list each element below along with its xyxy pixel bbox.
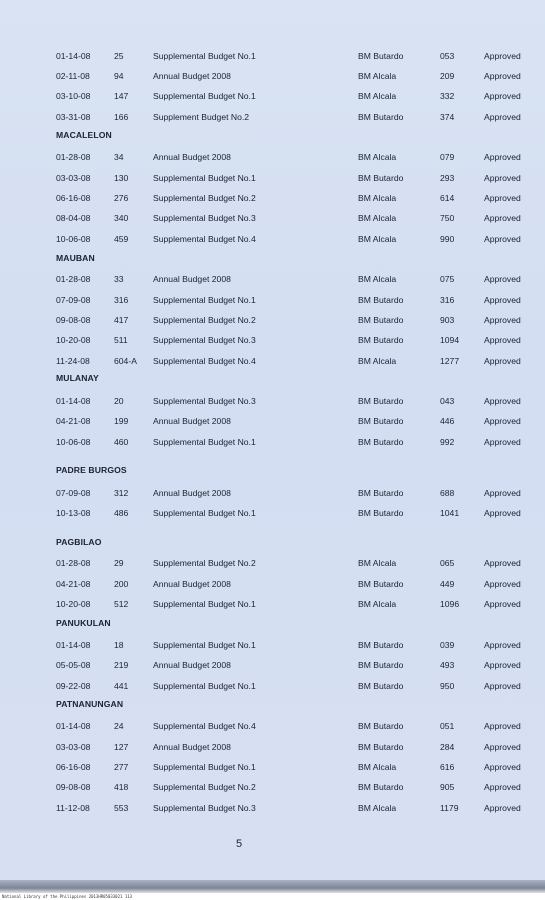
resolution-number-cell: 460 xyxy=(114,437,129,447)
page-number-cell: 053 xyxy=(440,51,455,61)
date-cell: 07-09-08 xyxy=(56,488,91,498)
title-cell: Supplemental Budget No.1 xyxy=(153,681,256,691)
sponsor-cell: BM Butardo xyxy=(358,660,404,670)
table-row xyxy=(0,110,545,124)
sponsor-cell: BM Alcala xyxy=(358,558,397,568)
resolution-number-cell: 276 xyxy=(114,193,129,203)
resolution-number-cell: 24 xyxy=(114,721,124,731)
sponsor-cell: BM Butardo xyxy=(358,437,404,447)
municipality-heading: MACALELON xyxy=(56,130,112,140)
date-cell: 10-06-08 xyxy=(56,437,91,447)
title-cell: Supplemental Budget No.4 xyxy=(153,234,256,244)
sponsor-cell: BM Butardo xyxy=(358,315,404,325)
resolution-number-cell: 417 xyxy=(114,315,129,325)
date-cell: 10-20-08 xyxy=(56,335,91,345)
sponsor-cell: BM Alcala xyxy=(358,599,397,609)
sponsor-cell: BM Butardo xyxy=(358,173,404,183)
status-cell: Approved xyxy=(484,396,521,406)
status-cell: Approved xyxy=(484,508,521,518)
table-row xyxy=(0,486,545,500)
status-cell: Approved xyxy=(484,112,521,122)
table-row xyxy=(0,293,545,307)
page-number-cell: 079 xyxy=(440,152,455,162)
page-number-cell: 614 xyxy=(440,193,455,203)
status-cell: Approved xyxy=(484,295,521,305)
sponsor-cell: BM Alcala xyxy=(358,71,397,81)
page-number-cell: 449 xyxy=(440,579,455,589)
date-cell: 09-08-08 xyxy=(56,782,91,792)
table-row xyxy=(0,780,545,794)
sponsor-cell: BM Alcala xyxy=(358,234,397,244)
status-cell: Approved xyxy=(484,640,521,650)
page-number-cell: 903 xyxy=(440,315,455,325)
page-number-cell: 293 xyxy=(440,173,455,183)
date-cell: 09-22-08 xyxy=(56,681,91,691)
municipality-heading: MAUBAN xyxy=(56,253,95,263)
status-cell: Approved xyxy=(484,416,521,426)
page-number-cell: 1096 xyxy=(440,599,460,609)
table-row xyxy=(0,760,545,774)
sponsor-cell: BM Butardo xyxy=(358,335,404,345)
status-cell: Approved xyxy=(484,173,521,183)
table-row xyxy=(0,740,545,754)
date-cell: 10-20-08 xyxy=(56,599,91,609)
title-cell: Supplemental Budget No.1 xyxy=(153,508,256,518)
status-cell: Approved xyxy=(484,762,521,772)
sponsor-cell: BM Alcala xyxy=(358,152,397,162)
sponsor-cell: BM Alcala xyxy=(358,762,397,772)
sponsor-cell: BM Butardo xyxy=(358,742,404,752)
sponsor-cell: BM Alcala xyxy=(358,213,397,223)
status-cell: Approved xyxy=(484,356,521,366)
page-number-cell: 209 xyxy=(440,71,455,81)
table-row xyxy=(0,191,545,205)
title-cell: Supplemental Budget No.1 xyxy=(153,51,256,61)
page-number-cell: 039 xyxy=(440,640,455,650)
date-cell: 07-09-08 xyxy=(56,295,91,305)
date-cell: 06-16-08 xyxy=(56,762,91,772)
date-cell: 01-28-08 xyxy=(56,152,91,162)
sponsor-cell: BM Alcala xyxy=(358,91,397,101)
resolution-number-cell: 441 xyxy=(114,681,129,691)
table-row xyxy=(0,801,545,815)
date-cell: 05-05-08 xyxy=(56,660,91,670)
status-cell: Approved xyxy=(484,51,521,61)
table-row xyxy=(0,49,545,63)
title-cell: Supplemental Budget No.2 xyxy=(153,782,256,792)
sponsor-cell: BM Alcala xyxy=(358,803,397,813)
page-number-cell: 750 xyxy=(440,213,455,223)
table-row xyxy=(0,394,545,408)
page-number-cell: 075 xyxy=(440,274,455,284)
resolution-number-cell: 147 xyxy=(114,91,129,101)
sponsor-cell: BM Butardo xyxy=(358,640,404,650)
page-number-cell: 374 xyxy=(440,112,455,122)
page-number-cell: 905 xyxy=(440,782,455,792)
resolution-number-cell: 277 xyxy=(114,762,129,772)
table-row xyxy=(0,313,545,327)
status-cell: Approved xyxy=(484,681,521,691)
status-cell: Approved xyxy=(484,721,521,731)
table-row xyxy=(0,719,545,733)
resolution-number-cell: 200 xyxy=(114,579,129,589)
scan-footer-text: National Library of the Philippines 2013HR05033021 113 xyxy=(2,894,133,899)
resolution-number-cell: 459 xyxy=(114,234,129,244)
status-cell: Approved xyxy=(484,315,521,325)
resolution-number-cell: 316 xyxy=(114,295,129,305)
date-cell: 01-28-08 xyxy=(56,274,91,284)
date-cell: 03-03-08 xyxy=(56,742,91,752)
date-cell: 10-06-08 xyxy=(56,234,91,244)
date-cell: 04-21-08 xyxy=(56,579,91,589)
date-cell: 01-28-08 xyxy=(56,558,91,568)
table-row xyxy=(0,69,545,83)
sponsor-cell: BM Butardo xyxy=(358,721,404,731)
sponsor-cell: BM Butardo xyxy=(358,396,404,406)
sponsor-cell: BM Butardo xyxy=(358,112,404,122)
status-cell: Approved xyxy=(484,193,521,203)
table-row xyxy=(0,232,545,246)
page-number-cell: 1179 xyxy=(440,803,459,813)
sponsor-cell: BM Butardo xyxy=(358,508,404,518)
status-cell: Approved xyxy=(484,71,521,81)
title-cell: Annual Budget 2008 xyxy=(153,742,231,752)
status-cell: Approved xyxy=(484,742,521,752)
page-number-cell: 284 xyxy=(440,742,455,752)
date-cell: 03-03-08 xyxy=(56,173,91,183)
table-row xyxy=(0,435,545,449)
status-cell: Approved xyxy=(484,152,521,162)
date-cell: 01-14-08 xyxy=(56,640,91,650)
resolution-number-cell: 25 xyxy=(114,51,124,61)
resolution-number-cell: 166 xyxy=(114,112,129,122)
status-cell: Approved xyxy=(484,213,521,223)
resolution-number-cell: 18 xyxy=(114,640,124,650)
table-row xyxy=(0,211,545,225)
sponsor-cell: BM Butardo xyxy=(358,681,404,691)
table-row xyxy=(0,354,545,368)
title-cell: Supplemental Budget No.1 xyxy=(153,762,256,772)
municipality-heading: MULANAY xyxy=(56,373,99,383)
resolution-number-cell: 512 xyxy=(114,599,129,609)
title-cell: Annual Budget 2008 xyxy=(153,488,231,498)
title-cell: Annual Budget 2008 xyxy=(153,416,231,426)
date-cell: 04-21-08 xyxy=(56,416,91,426)
title-cell: Annual Budget 2008 xyxy=(153,660,231,670)
title-cell: Supplemental Budget No.3 xyxy=(153,396,256,406)
table-row xyxy=(0,638,545,652)
title-cell: Supplemental Budget No.3 xyxy=(153,213,256,223)
resolution-number-cell: 340 xyxy=(114,213,129,223)
date-cell: 06-16-08 xyxy=(56,193,91,203)
date-cell: 01-14-08 xyxy=(56,721,91,731)
title-cell: Supplemental Budget No.1 xyxy=(153,640,256,650)
page-number-cell: 043 xyxy=(440,396,455,406)
table-row xyxy=(0,150,545,164)
resolution-number-cell: 94 xyxy=(114,71,124,81)
resolution-number-cell: 127 xyxy=(114,742,129,752)
municipality-heading: PANUKULAN xyxy=(56,618,111,628)
page-number-cell: 990 xyxy=(440,234,455,244)
date-cell: 11-24-08 xyxy=(56,356,90,366)
resolution-number-cell: 20 xyxy=(114,396,124,406)
date-cell: 01-14-08 xyxy=(56,51,91,61)
title-cell: Annual Budget 2008 xyxy=(153,152,231,162)
title-cell: Supplemental Budget No.1 xyxy=(153,91,256,101)
date-cell: 01-14-08 xyxy=(56,396,91,406)
page-number-cell: 065 xyxy=(440,558,455,568)
date-cell: 11-12-08 xyxy=(56,803,90,813)
title-cell: Annual Budget 2008 xyxy=(153,579,231,589)
status-cell: Approved xyxy=(484,782,521,792)
page-number-cell: 616 xyxy=(440,762,455,772)
status-cell: Approved xyxy=(484,579,521,589)
resolution-number-cell: 486 xyxy=(114,508,129,518)
status-cell: Approved xyxy=(484,660,521,670)
title-cell: Supplemental Budget No.4 xyxy=(153,356,256,366)
table-row xyxy=(0,89,545,103)
resolution-number-cell: 33 xyxy=(114,274,124,284)
municipality-heading: PADRE BURGOS xyxy=(56,465,127,475)
table-row xyxy=(0,679,545,693)
sponsor-cell: BM Alcala xyxy=(358,356,397,366)
title-cell: Supplemental Budget No.1 xyxy=(153,599,256,609)
municipality-heading: PAGBILAO xyxy=(56,537,102,547)
date-cell: 10-13-08 xyxy=(56,508,91,518)
page-number-cell: 1094 xyxy=(440,335,460,345)
resolution-number-cell: 553 xyxy=(114,803,129,813)
title-cell: Annual Budget 2008 xyxy=(153,274,231,284)
title-cell: Supplemental Budget No.2 xyxy=(153,315,256,325)
page-number-cell: 332 xyxy=(440,91,455,101)
table-row xyxy=(0,658,545,672)
resolution-number-cell: 418 xyxy=(114,782,129,792)
table-row xyxy=(0,171,545,185)
page-number-cell: 493 xyxy=(440,660,455,670)
page-number-cell: 1041 xyxy=(440,508,460,518)
resolution-number-cell: 219 xyxy=(114,660,129,670)
status-cell: Approved xyxy=(484,274,521,284)
resolution-number-cell: 312 xyxy=(114,488,129,498)
title-cell: Supplemental Budget No.1 xyxy=(153,173,256,183)
sponsor-cell: BM Butardo xyxy=(358,295,404,305)
table-row xyxy=(0,414,545,428)
date-cell: 03-10-08 xyxy=(56,91,91,101)
resolution-number-cell: 511 xyxy=(114,335,128,345)
table-row xyxy=(0,333,545,347)
page-number-cell: 316 xyxy=(440,295,455,305)
resolution-number-cell: 34 xyxy=(114,152,124,162)
sponsor-cell: BM Butardo xyxy=(358,416,404,426)
resolution-number-cell: 199 xyxy=(114,416,129,426)
title-cell: Supplemental Budget No.4 xyxy=(153,721,256,731)
sponsor-cell: BM Alcala xyxy=(358,274,397,284)
sponsor-cell: BM Butardo xyxy=(358,488,404,498)
status-cell: Approved xyxy=(484,437,521,447)
date-cell: 08-04-08 xyxy=(56,213,91,223)
title-cell: Supplemental Budget No.1 xyxy=(153,437,256,447)
resolution-number-cell: 29 xyxy=(114,558,124,568)
sponsor-cell: BM Butardo xyxy=(358,579,404,589)
status-cell: Approved xyxy=(484,803,521,813)
resolution-number-cell: 604-A xyxy=(114,356,137,366)
title-cell: Annual Budget 2008 xyxy=(153,71,231,81)
date-cell: 02-11-08 xyxy=(56,71,90,81)
status-cell: Approved xyxy=(484,335,521,345)
page-number-cell: 1277 xyxy=(440,356,460,366)
sponsor-cell: BM Alcala xyxy=(358,193,397,203)
resolution-number-cell: 130 xyxy=(114,173,129,183)
status-cell: Approved xyxy=(484,91,521,101)
title-cell: Supplemental Budget No.3 xyxy=(153,803,256,813)
sponsor-cell: BM Butardo xyxy=(358,782,404,792)
status-cell: Approved xyxy=(484,488,521,498)
status-cell: Approved xyxy=(484,234,521,244)
title-cell: Supplemental Budget No.2 xyxy=(153,558,256,568)
page-number-cell: 051 xyxy=(440,721,455,731)
table-row xyxy=(0,597,545,611)
page-number-cell: 688 xyxy=(440,488,455,498)
page-number-cell: 446 xyxy=(440,416,455,426)
page-number-cell: 950 xyxy=(440,681,455,691)
table-row xyxy=(0,577,545,591)
table-row xyxy=(0,272,545,286)
title-cell: Supplemental Budget No.3 xyxy=(153,335,256,345)
date-cell: 03-31-08 xyxy=(56,112,91,122)
status-cell: Approved xyxy=(484,558,521,568)
sponsor-cell: BM Butardo xyxy=(358,51,404,61)
status-cell: Approved xyxy=(484,599,521,609)
title-cell: Supplemental Budget No.1 xyxy=(153,295,256,305)
municipality-heading: PATNANUNGAN xyxy=(56,699,124,709)
date-cell: 09-08-08 xyxy=(56,315,91,325)
page-number-cell: 992 xyxy=(440,437,455,447)
page-number: 5 xyxy=(235,838,243,850)
table-row xyxy=(0,556,545,570)
title-cell: Supplement Budget No.2 xyxy=(153,112,250,122)
title-cell: Supplemental Budget No.2 xyxy=(153,193,256,203)
table-row xyxy=(0,506,545,520)
